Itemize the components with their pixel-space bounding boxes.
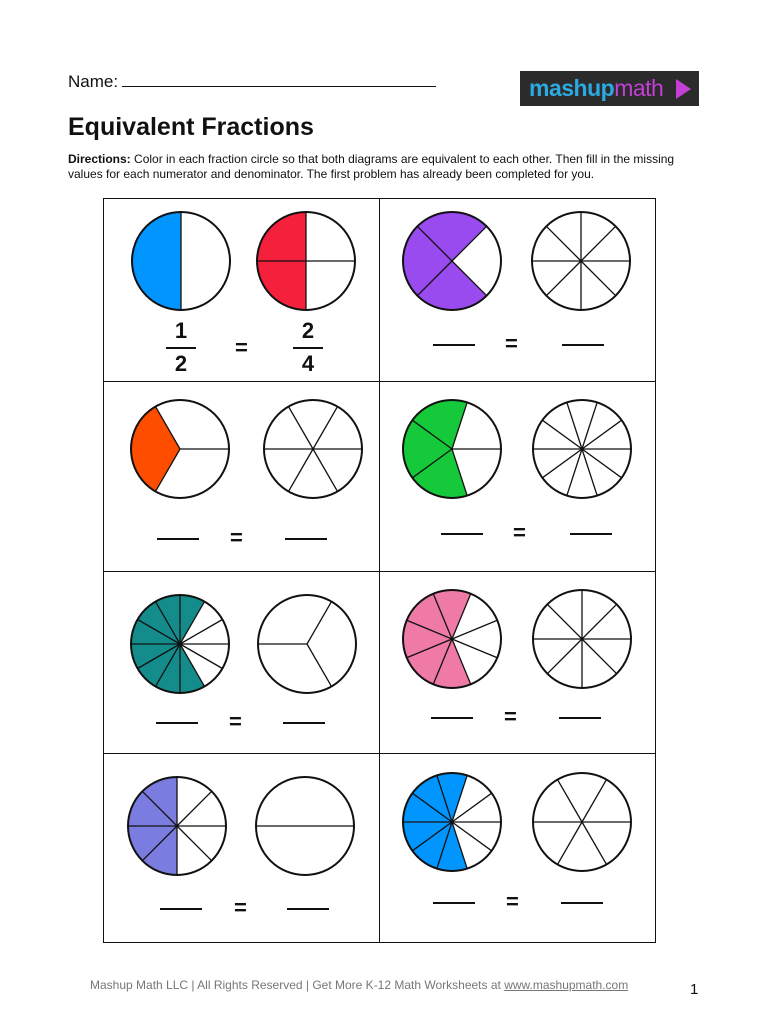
- answer-blank-right[interactable]: [285, 538, 327, 540]
- left-denominator: 2: [174, 351, 188, 376]
- problem-cell-3: [104, 382, 380, 568]
- fraction-circles: [104, 572, 380, 753]
- footer: [90, 978, 628, 992]
- equals-sign: =: [506, 889, 519, 914]
- right-numerator: 2: [301, 318, 315, 343]
- fraction-circle-right[interactable]: [257, 212, 355, 310]
- problem-cell-6: [380, 572, 656, 758]
- right-denominator: 4: [301, 351, 315, 376]
- equals-sign: =: [234, 895, 247, 920]
- fraction-circle-left[interactable]: [131, 400, 229, 498]
- equals-sign: =: [513, 520, 526, 545]
- footer-link[interactable]: www.mashupmath.com: [504, 978, 629, 992]
- equals-sign: =: [230, 525, 243, 550]
- logo-math-text: math: [614, 75, 664, 101]
- left-fraction-bar: [166, 347, 196, 349]
- answer-blank-left[interactable]: [433, 344, 475, 346]
- fraction-circles: [380, 754, 656, 943]
- answer-blank-right[interactable]: [287, 908, 329, 910]
- answer-blank-right[interactable]: [559, 717, 601, 719]
- problem-cell-5: [104, 572, 380, 758]
- problem-cell-1: [104, 199, 380, 385]
- fraction-circle-left[interactable]: [403, 212, 501, 310]
- fraction-circle-left[interactable]: [403, 590, 501, 688]
- problem-grid: [103, 198, 656, 943]
- left-numerator: 1: [174, 318, 188, 343]
- fraction-circle-left[interactable]: [128, 777, 226, 875]
- fraction-circle-right[interactable]: [256, 777, 354, 875]
- problem-cell-8: [380, 754, 656, 940]
- shaded-slice: [132, 212, 181, 310]
- fraction-circle-right[interactable]: [533, 400, 631, 498]
- answer-blank-left[interactable]: [431, 717, 473, 719]
- answer-blank-left[interactable]: [441, 533, 483, 535]
- fraction-circle-right[interactable]: [533, 590, 631, 688]
- answer-blank-right[interactable]: [562, 344, 604, 346]
- fraction-circle-right[interactable]: [264, 400, 362, 498]
- page-title: Equivalent Fractions: [68, 113, 314, 141]
- right-fraction-bar: [293, 347, 323, 349]
- answer-blank-right[interactable]: [283, 722, 325, 724]
- fraction-circle-right[interactable]: [532, 212, 630, 310]
- logo-mashup-text: mashup: [529, 75, 615, 101]
- equals-sign: =: [505, 331, 518, 356]
- fraction-circle-right[interactable]: [533, 773, 631, 871]
- directions: [68, 152, 688, 182]
- problem-cell-4: [380, 382, 656, 568]
- fraction-circle-left[interactable]: [403, 773, 501, 871]
- page-number: 1: [690, 981, 699, 998]
- name-blank-line[interactable]: [122, 70, 436, 87]
- name-label: Name:: [68, 72, 119, 91]
- answer-blank-left[interactable]: [433, 902, 475, 904]
- problem-cell-2: [380, 199, 656, 385]
- directions-text: Color in each fraction circle so that both diagrams are equivalent to each other. Then fill in the missing values for each numerator and denominator. The first problem has already been completed for you.: [68, 152, 675, 181]
- play-arrow-icon: [676, 79, 691, 99]
- answer-blank-left[interactable]: [160, 908, 202, 910]
- answer-blank-left[interactable]: [157, 538, 199, 540]
- answer-blank-right[interactable]: [570, 533, 612, 535]
- mashup-math-logo: [520, 71, 699, 106]
- fraction-circles: [380, 572, 656, 753]
- footer-text: Mashup Math LLC | All Rights Reserved | Get More K-12 Math Worksheets at: [90, 978, 505, 992]
- problem-cell-7: [104, 754, 380, 940]
- fraction-circle-left[interactable]: [132, 212, 230, 310]
- answer-blank-left[interactable]: [156, 722, 198, 724]
- answer-blank-right[interactable]: [561, 902, 603, 904]
- fraction-circle-left[interactable]: [403, 400, 501, 498]
- equals-sign: =: [229, 709, 242, 734]
- name-field-row: [68, 70, 436, 92]
- fraction-circle-left[interactable]: [131, 595, 229, 693]
- directions-label: Directions:: [68, 152, 131, 166]
- fraction-circle-right[interactable]: [258, 595, 356, 693]
- equals-sign: =: [504, 704, 517, 729]
- equals-sign: =: [235, 335, 248, 360]
- fraction-circles: [380, 199, 656, 381]
